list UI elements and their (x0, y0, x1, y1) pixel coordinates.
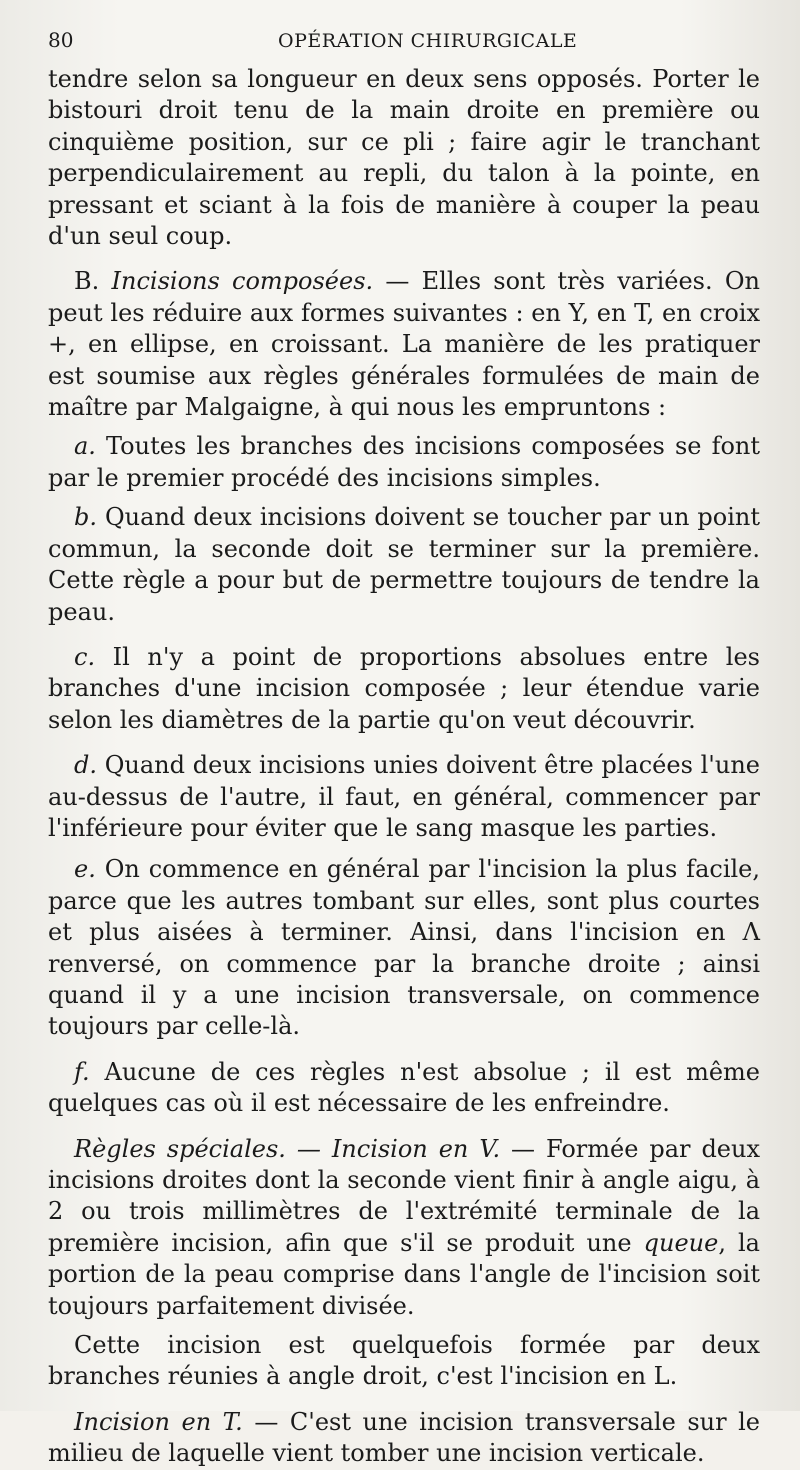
rule-a (48, 431, 760, 494)
rule-text: Aucune de ces règles n'est absolue ; il est même quelques cas où il est nécessaire de les enfreindre. (48, 1057, 760, 1118)
rule-text: Il n'y a point de proportions absolues entre les branches d'une incision composée ; leur étendue varie selon les diamètres de la partie qu'on veut découvrir. (48, 642, 760, 734)
rule-text: Quand deux incisions unies doivent être placées l'une au-dessus de l'autre, il faut, en général, commencer par l'inférieure pour éviter que le sang masque les parties. (48, 751, 760, 842)
title-dash: — (285, 1134, 332, 1163)
emphasis-word: queue (643, 1228, 719, 1257)
rule-letter: f. (74, 1057, 90, 1086)
running-title: OPÉRATION CHIRURGICALE (278, 30, 578, 52)
rule-c (48, 642, 760, 736)
paragraph-text: — C'est une incision transversale sur le milieu de laquelle vient tomber une incision verticale. (48, 1407, 760, 1468)
section-title: Règles spéciales. (74, 1134, 286, 1163)
subsection-title: Incision en V. (331, 1134, 501, 1163)
section-title: Incisions composées. (111, 267, 374, 296)
body-text (48, 64, 760, 1470)
section-letter: B. (74, 267, 100, 296)
rule-b (48, 502, 760, 628)
rule-letter: b. (74, 503, 97, 532)
rule-text: On commence en général par l'incision la plus facile, parce que les autres tombant sur elles, sont plus courtes et plus aisées à terminer. Ainsi, dans l'incision en Λ renversé, on commence par la branche droite ; ainsi quand il y a une incision transversale, on commence toujours par celle-là. (48, 855, 760, 1041)
page-number: 80 (48, 28, 74, 52)
rule-text: Quand deux incisions doivent se toucher par un point commun, la seconde doit se terminer sur la première. Cette règle a pour but de permettre toujours de tendre la peau. (48, 503, 760, 626)
paragraph-incision-l: Cette incision est quelquefois formée par deux branches réunies à angle droit, c'est l'incision en L. (48, 1331, 760, 1391)
rule-d (48, 750, 760, 844)
subsection-title: Incision en T. (74, 1407, 243, 1436)
rule-e (48, 854, 760, 1042)
paragraph-text: — Formée par deux incisions droites dont la seconde vient finir à angle aigu, à 2 ou trois millimètres de l'extrémité terminale de la première incision, afin que s'il se produit une (48, 1134, 761, 1257)
page-header (48, 28, 760, 64)
paragraph-text: — Elles sont très variées. On peut les réduire aux formes suivantes : en Y, en T, en croix +, en ellipse, en croissant. La manière de les pratiquer est soumise aux règles générales formulées de main de maître par Malgaigne, à qui nous les empruntons : (48, 267, 760, 422)
paragraph-text-end: , la portion de la peau comprise dans l'angle de l'incision soit toujours parfaitement divisée. (48, 1228, 760, 1320)
rule-f (48, 1057, 760, 1120)
rule-letter: a. (74, 432, 96, 461)
rule-text: Toutes les branches des incisions composées se font par le premier procédé des incisions simples. (48, 432, 760, 492)
paragraph-continuation: tendre selon sa longueur en deux sens opposés. Porter le bistouri droit tenu de la main droite en première ou cinquième position, sur ce pli ; faire agir le tranchant perpendiculairement au repli, du talon à la pointe, en pressant et sciant à la fois de manière à couper la peau d'un seul coup. (48, 65, 760, 251)
paragraph-incisions-composees (48, 266, 760, 423)
paragraph-incision-t (48, 1407, 760, 1470)
rule-letter: c. (74, 642, 96, 671)
rule-letter: d. (74, 751, 97, 780)
paragraph-incision-v (48, 1134, 760, 1322)
rule-letter: e. (74, 855, 96, 884)
